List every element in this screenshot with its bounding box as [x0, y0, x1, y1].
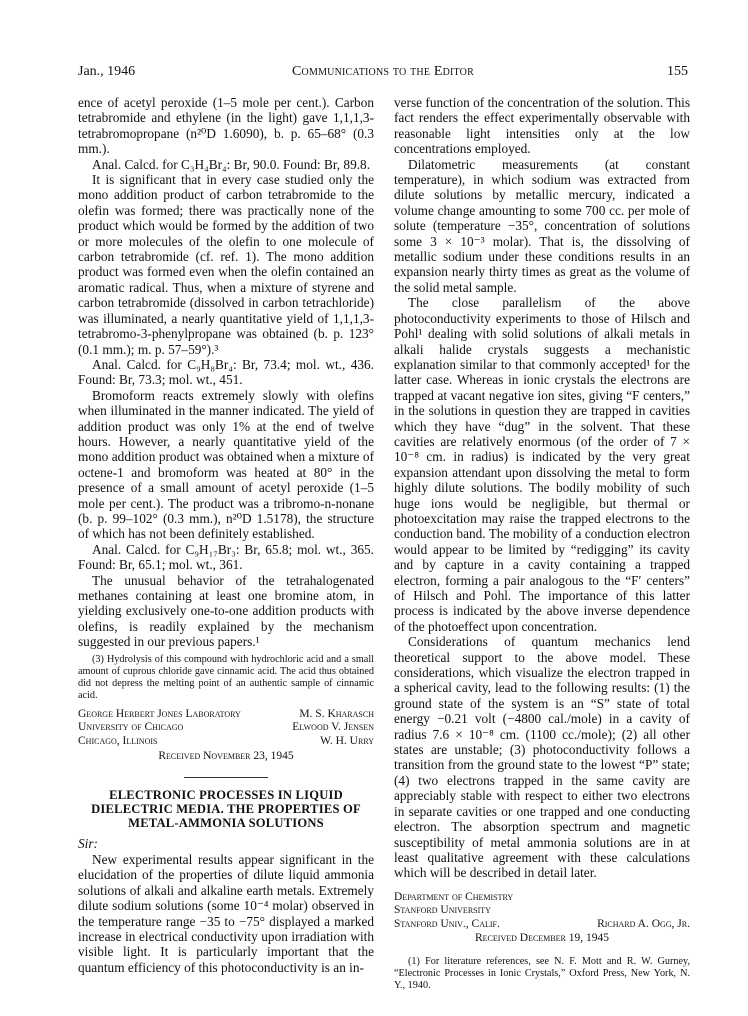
- location: Chicago, Illinois: [78, 734, 158, 747]
- location: Stanford Univ., Calif.: [394, 917, 500, 930]
- running-header: [78, 64, 688, 84]
- article-title: ELECTRONIC PROCESSES IN LIQUID DIELECTRIC MEDIA. THE PROPERTIES OF METAL-AMMONIA SOLUTIONS: [91, 787, 361, 830]
- left-column: [78, 95, 374, 975]
- analysis-line: Anal. Calcd. for C₃H₄Br₄: Br, 90.0. Found: Br, 89.8.: [92, 156, 371, 172]
- footnote: (3) Hydrolysis of this compound with hydrochloric acid and a small amount of cuprous chloride gave cinnamic acid. The acid thus obtained did not depress the melting point of an authentic sample of cinnamic acid.: [78, 653, 374, 701]
- affiliation-block: [394, 891, 690, 946]
- author-name: Elwood V. Jensen: [292, 721, 374, 734]
- signature-block: [78, 708, 374, 765]
- paragraph: The unusual behavior of the tetrahalogenated methanes containing at least one bromine atom, in yielding exclusively one-to-one addition products with olefins, is readily explained by the mechanism suggested in our previous papers.¹: [78, 572, 374, 650]
- right-column: [394, 95, 690, 992]
- university-name: Stanford University: [394, 904, 491, 917]
- department: Department of Chemistry: [394, 890, 514, 903]
- running-title: Communications to the Editor: [292, 64, 474, 79]
- university-name: University of Chicago: [78, 721, 184, 734]
- footnote: (1) For literature references, see N. F. Mott and R. W. Gurney, “Electronic Processes in Ionic Crystals,” Oxford Press, New York, N. Y., 1940.: [394, 955, 690, 991]
- analysis-line: Anal. Calcd. for C₉H₈Br₄: Br, 73.4; mol. wt., 436. Found: Br, 73.3; mol. wt., 451.: [78, 356, 374, 388]
- author-name: Richard A. Ogg, Jr.: [597, 917, 690, 930]
- issue-date: Jan., 1946: [78, 64, 136, 79]
- page-number: 155: [667, 64, 688, 79]
- author-name: W. H. Urry: [320, 734, 374, 747]
- paragraph: Bromoform reacts extremely slowly with olefins when illuminated in the manner indicated. The yield of addition product was only 1% at the end of twelve hours. However, a nearly quantitative yield of the mono addition product was obtained when a mixture of octene-1 and bromoform was heated at 80° in the presence of a small amount of acetyl peroxide (1–5 mole per cent.). The product was a tribromo-n-nonane (b. p. 99–102° (0.3 mm.), n²⁰D 1.5178), the structure of which has not been definitely established.: [78, 387, 374, 542]
- salutation: Sir:: [78, 835, 98, 851]
- paragraph: It is significant that in every case studied only the mono addition product of carbon tetrabromide to the olefin was formed; there was practically none of the product which would be formed by the addition of two or more molecules of the olefin to one molecule of carbon tetrabromide (cf. ref. 1). The mono addition product was formed even when the olefin contained an aromatic radical. Thus, when a mixture of styrene and carbon tetrabromide (dissolved in carbon tetrachloride) was illuminated, a nearly quantitative yield of 1,1,1,3-tetrabromo-3-phenylpropane was obtained (b. p. 123°(0.1 mm.); m. p. 57–59°).³: [78, 172, 374, 357]
- paragraph: ence of acetyl peroxide (1–5 mole per cent.). Carbon tetrabromide and ethylene (in the light) gave 1,1,1,3-tetrabromopropane (n²⁰D 1.6090), b. p. 65–68° (0.3 mm.).: [78, 95, 374, 157]
- author-name: M. S. Kharasch: [299, 707, 374, 720]
- analysis-line: Anal. Calcd. for C₉H₁₇Br₃: Br, 65.8; mol. wt., 365. Found: Br, 65.1; mol. wt., 361.: [78, 541, 374, 573]
- lab-name: George Herbert Jones Laboratory: [78, 707, 241, 720]
- paragraph: Dilatometric measurements (at constant temperature), in which sodium was extracted from dilute solutions by metallic mercury, indicated a volume change amounting to some 700 cc. per mole of solute (temperature −35°, concentration of solutions some 3 × 10⁻³ molar). That is, the dissolving of metallic sodium under these conditions results in an expansion nearly thirty times as great as the volume of the solid metal sample.: [394, 156, 690, 295]
- divider: [184, 777, 268, 778]
- paragraph: New experimental results appear significant in the elucidation of the properties of dilute liquid ammonia solutions of alkali and alkaline earth metals. Extremely dilute sodium solutions (some 10⁻⁴ molar) observed in the temperature range −35 to −75° displayed a marked increase in electrical conductivity upon irradiation with visible light. It is particularly important that the quantum efficiency of this photoconductivity is an in-: [78, 851, 374, 975]
- paragraph: Considerations of quantum mechanics lend theoretical support to the above model. These considerations, which visualize the electron trapped in a spherical cavity, lead to the following results: (1) the ground state of the system is an “S” state of total energy −0.21 volt (−4800 cal./mole) in a cavity of radius 7.6 × 10⁻⁸ cm. (1100 cc./mole); (2) all other states are unstable; (3) photoconductivity follows a transition from the ground state to the lowest “P” state; (4) two electrons trapped in the same cavity are appreciably stable with respect to either two electrons in separate cavities or one trapped and one conducting electron. The absorption spectrum and magnetic susceptibility of metal ammonia solutions are in at least qualitative agreement with these calculations which will be described in detail later.: [394, 634, 690, 881]
- paragraph: verse function of the concentration of the solution. This fact renders the effect experimentally observable with reasonable light intensities only at the low concentrations employed.: [394, 95, 690, 157]
- paragraph: The close parallelism of the above photoconductivity experiments to those of Hilsch and Pohl¹ dealing with solid solutions of alkali metals in alkali halide crystals suggests a mechanistic explanation similar to that commonly accepted¹ for the latter case. Whereas in ionic crystals the electrons are trapped at vacant negative ion sites, giving “F centers,” in the solutions in question they are trapped in cavities which they have “dug” in the solvent. That these cavities are relatively enormous (of the order of 7 × 10⁻⁸ cm. in radius) is indicated by the very great expansion attendant upon dissolving the metal to form highly dilute solutions. The bodily mobility of such huge ions would be negligible, but thermal or photoexcitation may raise the trapped electrons to the conduction band. The mobility of a conduction electron would appear to be limited by “redigging” its cavity and by capture in a cavity containing a trapped electron, forming a pair analogous to the “F′ centers” of Hilsch and Pohl. The importance of this latter process is indicated by the above inverse dependence of the photoeffect upon concentration.: [394, 295, 690, 634]
- received-date: Received November 23, 1945: [158, 750, 294, 763]
- received-date: Received December 19, 1945: [475, 932, 609, 945]
